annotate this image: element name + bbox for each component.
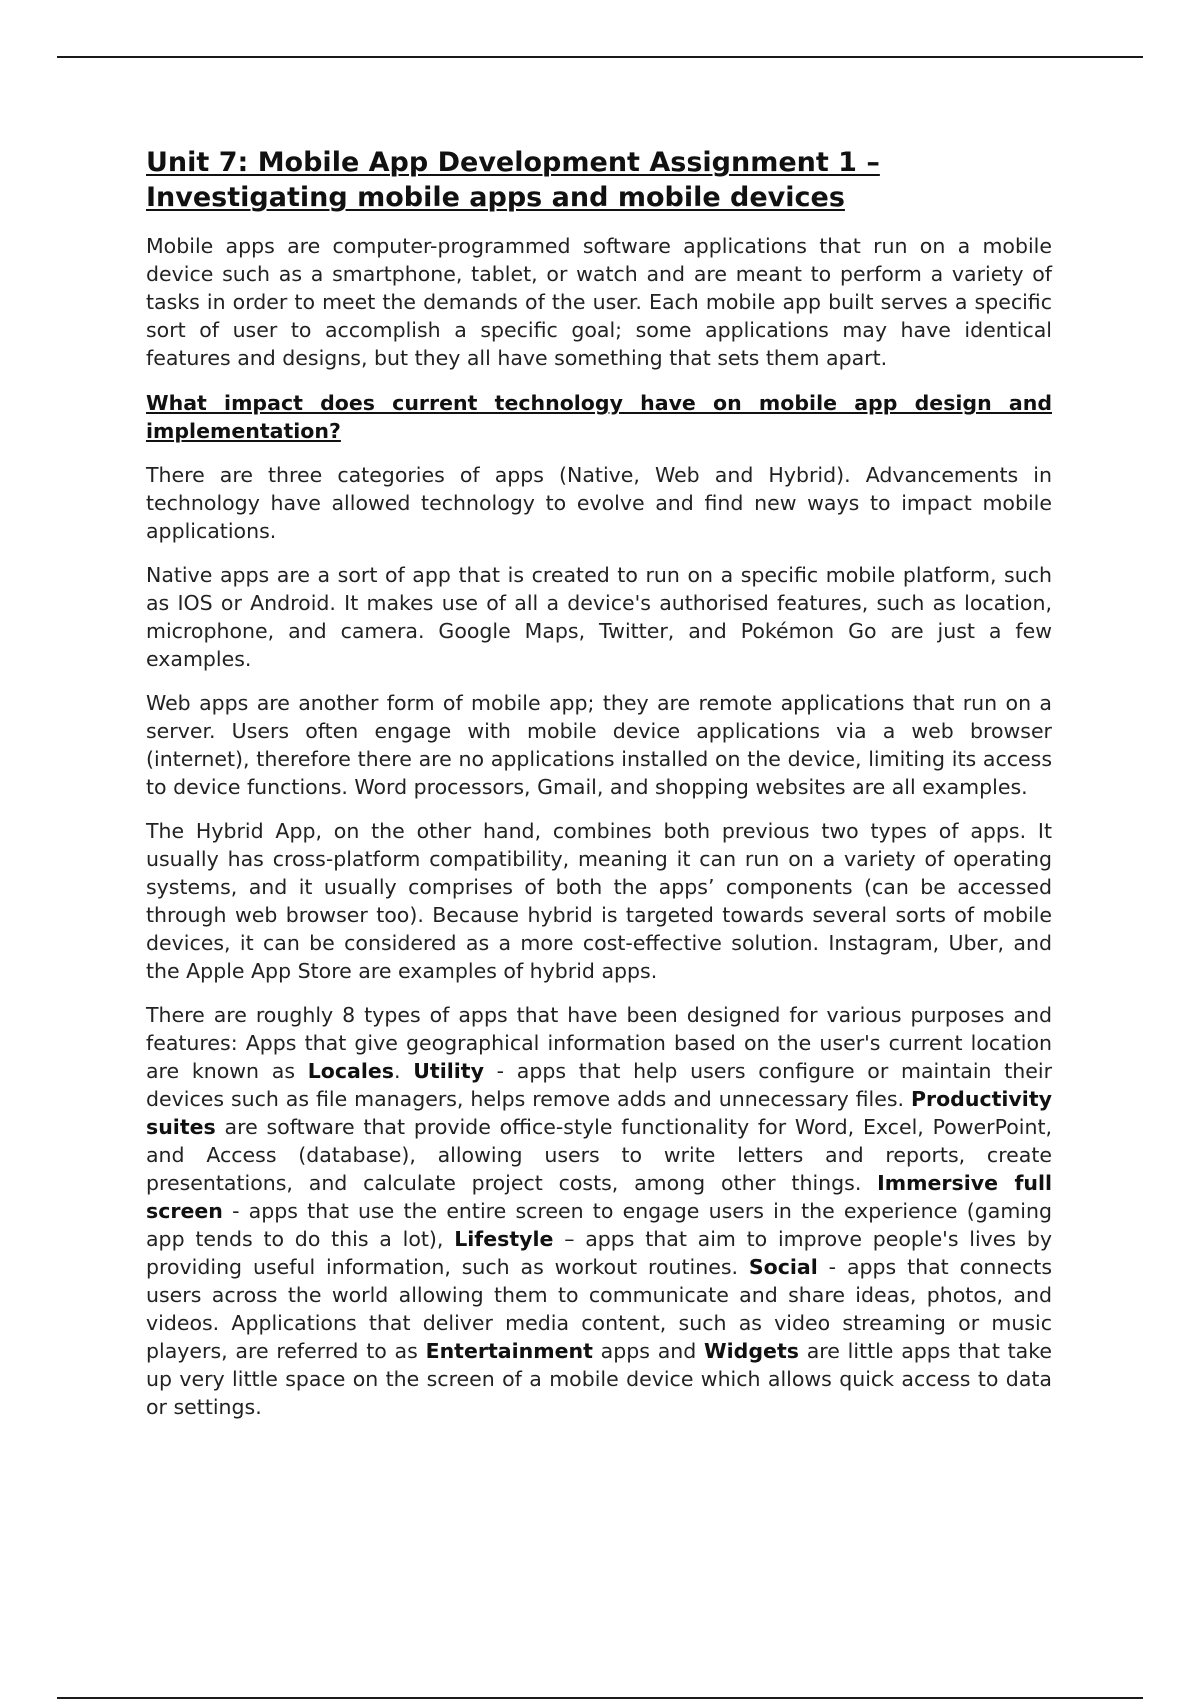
term-utility: Utility <box>413 1059 484 1083</box>
types-text-9: are little apps that take up very little space on the screen of a mobile device which allows quick access to data or settings. <box>146 1339 1052 1419</box>
hybrid-apps-paragraph: The Hybrid App, on the other hand, combines both previous two types of apps. It usually has cross-platform compatibility, meaning it can run on a variety of operating systems, and it usually comprises of both the apps’ components (can be accessed through web browser too). Because hybrid is targeted towards several sorts of mobile devices, it can be considered as a more cost-effective solution. Instagram, Uber, and the Apple App Store are examples of hybrid apps. <box>146 819 1052 983</box>
footer-rule <box>57 1697 1143 1699</box>
web-apps-paragraph: Web apps are another form of mobile app; they are remote applications that run on a server. Users often engage with mobile device applications via a web browser (internet), therefore there are no applications installed on the device, limiting its access to device functions. Word processors, Gmail, and shopping websites are all examples. <box>146 691 1052 799</box>
term-entertainment: Entertainment <box>425 1339 593 1363</box>
term-widgets: Widgets <box>704 1339 799 1363</box>
types-text-3: - apps that help users configure or maintain their devices such as file managers, helps remove adds and unnecessary files. <box>146 1059 1052 1111</box>
types-text-2: . <box>394 1059 414 1083</box>
header-rule <box>57 56 1143 58</box>
app-types-paragraph <box>146 1001 1052 1421</box>
term-productivity-suites: Productivity suites <box>146 1087 1052 1139</box>
section-question-heading: What impact does current technology have on mobile app design and implementation? <box>146 391 1052 443</box>
native-apps-paragraph: Native apps are a sort of app that is created to run on a specific mobile platform, such as IOS or Android. It makes use of all a device's authorised features, such as location, microphone, and camera. Google Maps, Twitter, and Pokémon Go are just a few examples. <box>146 563 1052 671</box>
types-text-5: - apps that use the entire screen to engage users in the experience (gaming app tends to do this a lot), <box>146 1199 1052 1251</box>
types-text-4: are software that provide office-style functionality for Word, Excel, PowerPoint, and Access (database), allowing users to write letters and reports, create presentations, and calculate project costs, among other things. <box>146 1115 1052 1195</box>
types-text-6: – apps that aim to improve people's lives by providing useful information, such as workout routines. <box>146 1227 1052 1279</box>
types-text-8: apps and <box>592 1339 705 1363</box>
types-text-1: There are roughly 8 types of apps that have been designed for various purposes and features: Apps that give geographical information based on the user's current location are known as <box>146 1003 1052 1083</box>
document-title <box>146 145 1052 215</box>
intro-paragraph: Mobile apps are computer-programmed software applications that run on a mobile device such as a smartphone, tablet, or watch and are meant to perform a variety of tasks in order to meet the demands of the user. Each mobile app built serves a specific sort of user to accomplish a specific goal; some applications may have identical features and designs, but they all have something that sets them apart. <box>146 234 1052 370</box>
types-text-7: - apps that connects users across the world allowing them to communicate and share ideas, photos, and videos. Applications that deliver media content, such as video streaming or music players, are referred to as <box>146 1255 1052 1363</box>
categories-paragraph: There are three categories of apps (Native, Web and Hybrid). Advancements in technology have allowed technology to evolve and find new ways to impact mobile applications. <box>146 463 1052 543</box>
term-locales: Locales <box>307 1059 394 1083</box>
term-social: Social <box>748 1255 818 1279</box>
term-lifestyle: Lifestyle <box>454 1227 554 1251</box>
title-line-1: Unit 7: Mobile App Development Assignment 1 – <box>146 147 880 178</box>
title-line-2: Investigating mobile apps and mobile devices <box>146 182 845 213</box>
document-body <box>146 145 1052 1421</box>
term-immersive-full-screen: Immersive full screen <box>146 1171 1053 1223</box>
